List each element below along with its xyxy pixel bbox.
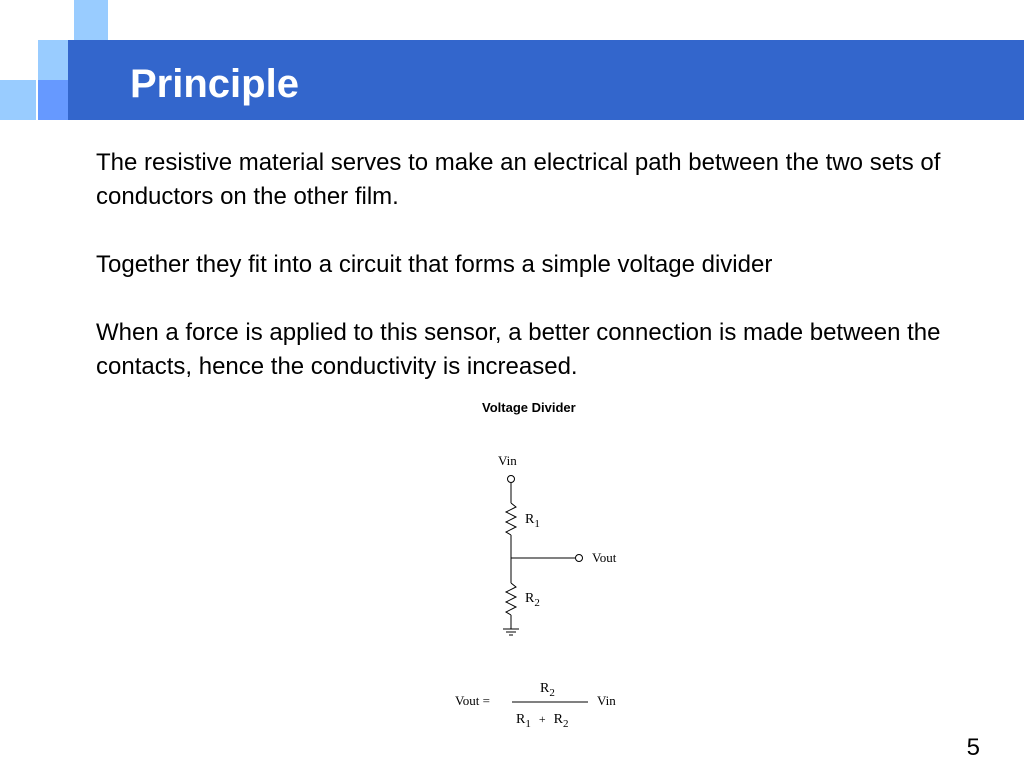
voltage-divider-diagram xyxy=(440,395,660,745)
paragraph-2: Together they fit into a circuit that forms a simple voltage divider xyxy=(96,251,773,278)
slide-body xyxy=(96,146,976,384)
vout-label: Vout xyxy=(592,550,617,565)
resistor-r1 xyxy=(506,503,516,535)
paragraph-3: When a force is applied to this sensor, a better connection is made between the contacts, hence the conductivity is increased. xyxy=(96,319,941,380)
decor-square-1 xyxy=(74,0,108,40)
decor-square-4 xyxy=(0,80,36,120)
r2-label: $R_2$ xyxy=(525,591,540,609)
decor-square-5 xyxy=(38,80,72,120)
vin-label: Vin xyxy=(498,453,517,468)
formula-lhs: Vout = xyxy=(455,693,490,708)
diagram-title: Voltage Divider xyxy=(482,400,576,415)
formula-rhs: Vin xyxy=(597,693,616,708)
slide-title: Principle xyxy=(130,62,299,106)
vin-terminal xyxy=(508,476,515,483)
formula-numerator: $R_2$ xyxy=(540,681,555,699)
ground-icon xyxy=(503,629,519,635)
page-number: 5 xyxy=(966,734,980,761)
formula-denominator: $R_1 + R_2$ xyxy=(516,712,569,730)
r1-label: $R_1$ xyxy=(525,512,540,530)
decor-square-2 xyxy=(38,40,72,80)
paragraph-1: The resistive material serves to make an electrical path between the two sets of conductors on the other film. xyxy=(96,149,941,210)
resistor-r2 xyxy=(506,583,516,615)
vout-terminal xyxy=(576,555,583,562)
